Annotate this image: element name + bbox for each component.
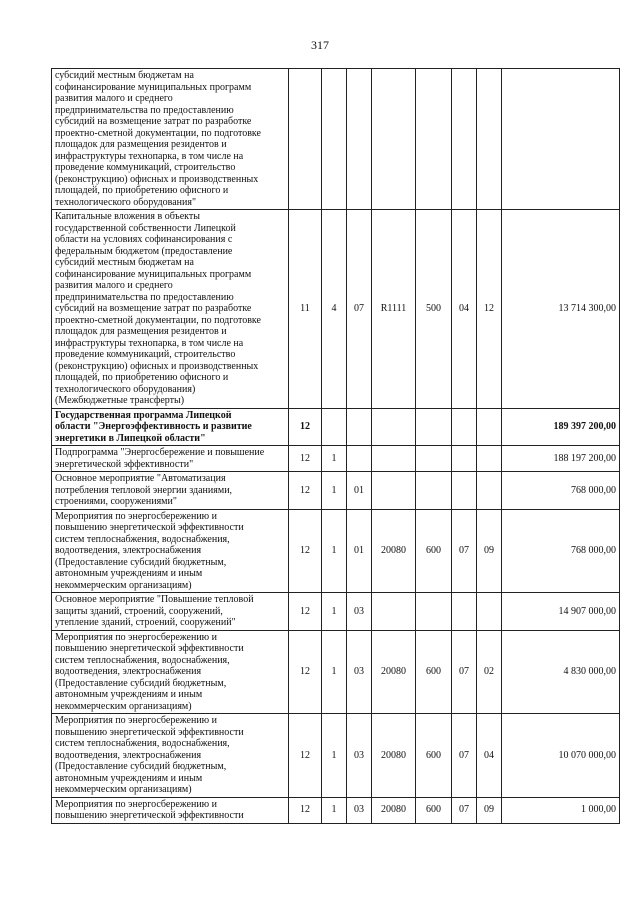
row-name-line: водоотведения, электроснабжения	[55, 749, 202, 761]
budget-table	[51, 68, 620, 824]
row-name	[52, 509, 289, 593]
table-row	[52, 408, 620, 446]
subprogram-code-cell: 4	[322, 210, 347, 409]
row-name-line: области на условиях софинансирования с	[55, 234, 233, 245]
expense-type-code-cell	[416, 446, 452, 472]
row-name-line: предпринимательства по предоставлению	[55, 291, 234, 303]
row-name-line: автономным учреждениям и иным	[55, 689, 203, 700]
gp-code-cell: 12	[289, 472, 322, 510]
gp-code-cell: 12	[289, 446, 322, 472]
row-name-line: утепление зданий, строений, сооружений"	[55, 617, 236, 628]
row-name-line: (Межбюджетные трансферты)	[55, 395, 185, 406]
amount-cell: 13 714 300,00	[502, 210, 620, 409]
row-name-line: области "Энергоэффективность и развитие	[55, 421, 252, 432]
subsection-code-cell	[477, 593, 502, 631]
amount-cell: 10 070 000,00	[502, 714, 620, 798]
section-code-cell: 07	[452, 630, 477, 714]
row-name-line: субсидий на возмещение затрат по разработке	[55, 303, 252, 314]
row-name-line: инфраструктуры технопарка, в том числе на	[55, 337, 244, 349]
direction-code-cell: 20080	[372, 630, 416, 714]
table-row	[52, 630, 620, 714]
event-code-cell: 01	[347, 472, 372, 510]
row-name-line: развития малого и среднего	[55, 280, 173, 291]
section-code-cell	[452, 69, 477, 210]
amount-cell	[502, 69, 620, 210]
row-name	[52, 593, 289, 631]
row-name-line: проектно-сметной документации, по подготовке	[55, 314, 261, 326]
section-code-cell	[452, 593, 477, 631]
table-row	[52, 446, 620, 472]
section-code-cell: 07	[452, 797, 477, 823]
subprogram-code-cell: 1	[322, 593, 347, 631]
expense-type-code-cell	[416, 472, 452, 510]
row-name-line: предпринимательства по предоставлению	[55, 104, 234, 116]
section-code-cell: 07	[452, 714, 477, 798]
subsection-code-cell: 09	[477, 797, 502, 823]
row-name-line: некоммерческим организациям)	[55, 700, 192, 712]
row-name	[52, 69, 289, 210]
event-code-cell: 03	[347, 714, 372, 798]
expense-type-code-cell: 600	[416, 714, 452, 798]
direction-code-cell: 20080	[372, 509, 416, 593]
row-name-line: проведение коммуникаций, строительство	[55, 349, 236, 360]
row-name-line: (Предоставление субсидий бюджетным,	[55, 556, 227, 568]
row-name	[52, 472, 289, 510]
expense-type-code-cell	[416, 69, 452, 210]
direction-code-cell	[372, 593, 416, 631]
subsection-code-cell: 04	[477, 714, 502, 798]
row-name	[52, 446, 289, 472]
subprogram-code-cell: 1	[322, 472, 347, 510]
row-name-line: потребления тепловой энергии зданиями,	[55, 484, 233, 496]
row-name-line: (Предоставление субсидий бюджетным,	[55, 677, 227, 689]
table-row	[52, 509, 620, 593]
table-row	[52, 69, 620, 210]
gp-code-cell: 12	[289, 714, 322, 798]
amount-cell: 188 197 200,00	[502, 446, 620, 472]
row-name-line: повышению энергетической эффективности	[55, 643, 244, 654]
event-code-cell	[347, 408, 372, 446]
expense-type-code-cell: 600	[416, 509, 452, 593]
subprogram-code-cell	[322, 69, 347, 210]
expense-type-code-cell: 500	[416, 210, 452, 409]
row-name-line: строениями, сооружениями"	[55, 496, 177, 507]
amount-cell: 14 907 000,00	[502, 593, 620, 631]
row-name	[52, 714, 289, 798]
amount-cell: 4 830 000,00	[502, 630, 620, 714]
event-code-cell: 07	[347, 210, 372, 409]
table-row	[52, 593, 620, 631]
row-name-line: Мероприятия по энергосбережению и	[55, 510, 217, 522]
row-name-line: государственной собственности Липецкой	[55, 222, 236, 234]
row-name	[52, 408, 289, 446]
amount-cell: 768 000,00	[502, 509, 620, 593]
direction-code-cell: R1111	[372, 210, 416, 409]
direction-code-cell	[372, 69, 416, 210]
row-name-line: повышению энергетической эффективности	[55, 522, 244, 533]
subprogram-code-cell	[322, 408, 347, 446]
row-name-line: автономным учреждениям и иным	[55, 772, 203, 784]
gp-code-cell: 12	[289, 509, 322, 593]
subprogram-code-cell: 1	[322, 797, 347, 823]
direction-code-cell: 20080	[372, 797, 416, 823]
subprogram-code-cell: 1	[322, 630, 347, 714]
gp-code-cell: 12	[289, 408, 322, 446]
event-code-cell: 03	[347, 797, 372, 823]
amount-cell: 1 000,00	[502, 797, 620, 823]
direction-code-cell	[372, 472, 416, 510]
row-name-line: автономным учреждениям и иным	[55, 568, 203, 579]
event-code-cell: 03	[347, 593, 372, 631]
row-name-line: систем теплоснабжения, водоснабжения,	[55, 654, 230, 666]
subprogram-code-cell: 1	[322, 446, 347, 472]
row-name-line: энергетики в Липецкой области"	[55, 432, 206, 444]
row-name-line: защиты зданий, строений, сооружений,	[55, 605, 223, 617]
subsection-code-cell	[477, 69, 502, 210]
row-name-line: Государственная программа Липецкой	[55, 409, 232, 421]
row-name	[52, 210, 289, 409]
row-name-line: федеральным бюджетом (предоставление	[55, 245, 233, 257]
row-name-line: субсидий местным бюджетам на	[55, 257, 194, 268]
row-name-line: Основное мероприятие "Повышение тепловой	[55, 594, 254, 605]
row-name-line: (реконструкцию) офисных и производственных	[55, 360, 259, 372]
expense-type-code-cell: 600	[416, 630, 452, 714]
row-name-line: Мероприятия по энергосбережению и	[55, 631, 217, 643]
row-name-line: софинансирование муниципальных программ	[55, 268, 252, 280]
expense-type-code-cell	[416, 408, 452, 446]
section-code-cell: 04	[452, 210, 477, 409]
row-name	[52, 797, 289, 823]
amount-cell: 189 397 200,00	[502, 408, 620, 446]
row-name-line: площадей, по приобретению офисного и	[55, 185, 229, 196]
event-code-cell: 01	[347, 509, 372, 593]
row-name-line: водоотведения, электроснабжения	[55, 545, 202, 556]
section-code-cell	[452, 446, 477, 472]
amount-cell: 768 000,00	[502, 472, 620, 510]
row-name-line: Основное мероприятие "Автоматизация	[55, 473, 226, 484]
row-name-line: технологического оборудования"	[55, 196, 197, 208]
row-name	[52, 630, 289, 714]
row-name-line: Подпрограмма "Энергосбережение и повышение	[55, 447, 265, 458]
expense-type-code-cell	[416, 593, 452, 631]
row-name-line: водоотведения, электроснабжения	[55, 666, 202, 677]
row-name-line: проектно-сметной документации, по подготовке	[55, 127, 261, 139]
gp-code-cell: 11	[289, 210, 322, 409]
row-name-line: некоммерческим организациям)	[55, 579, 192, 591]
table-row	[52, 472, 620, 510]
row-name-line: площадей, по приобретению офисного и	[55, 372, 229, 383]
subsection-code-cell	[477, 446, 502, 472]
row-name-line: энергетической эффективности"	[55, 458, 194, 470]
row-name-line: развития малого и среднего	[55, 93, 173, 104]
event-code-cell	[347, 446, 372, 472]
gp-code-cell	[289, 69, 322, 210]
row-name-line: (Предоставление субсидий бюджетным,	[55, 761, 227, 772]
subsection-code-cell	[477, 408, 502, 446]
table-row	[52, 210, 620, 409]
table-row	[52, 797, 620, 823]
table-body	[52, 69, 620, 824]
row-name-line: Мероприятия по энергосбережению и	[55, 715, 217, 726]
subsection-code-cell	[477, 472, 502, 510]
row-name-line: повышению энергетической эффективности	[55, 810, 244, 821]
row-name-line: проведение коммуникаций, строительство	[55, 162, 236, 173]
event-code-cell	[347, 69, 372, 210]
row-name-line: площадок для размещения резидентов и	[55, 139, 227, 150]
expense-type-code-cell: 600	[416, 797, 452, 823]
subprogram-code-cell: 1	[322, 714, 347, 798]
row-name-line: субсидий местным бюджетам на	[55, 70, 194, 81]
row-name-line: (реконструкцию) офисных и производственных	[55, 173, 259, 185]
direction-code-cell: 20080	[372, 714, 416, 798]
section-code-cell: 07	[452, 509, 477, 593]
direction-code-cell	[372, 408, 416, 446]
row-name-line: систем теплоснабжения, водоснабжения,	[55, 533, 230, 545]
row-name-line: софинансирование муниципальных программ	[55, 81, 252, 93]
direction-code-cell	[372, 446, 416, 472]
row-name-line: субсидий на возмещение затрат по разработке	[55, 116, 252, 127]
row-name-line: Мероприятия по энергосбережению и	[55, 798, 217, 810]
subprogram-code-cell: 1	[322, 509, 347, 593]
row-name-line: повышению энергетической эффективности	[55, 726, 244, 738]
gp-code-cell: 12	[289, 593, 322, 631]
section-code-cell	[452, 408, 477, 446]
subsection-code-cell: 02	[477, 630, 502, 714]
row-name-line: некоммерческим организациям)	[55, 784, 192, 795]
row-name-line: систем теплоснабжения, водоснабжения,	[55, 738, 230, 749]
section-code-cell	[452, 472, 477, 510]
row-name-line: технологического оборудования)	[55, 383, 196, 395]
subsection-code-cell: 09	[477, 509, 502, 593]
row-name-line: Капитальные вложения в объекты	[55, 211, 200, 222]
gp-code-cell: 12	[289, 797, 322, 823]
row-name-line: площадок для размещения резидентов и	[55, 326, 227, 337]
page-number: 317	[311, 38, 329, 52]
gp-code-cell: 12	[289, 630, 322, 714]
table-row	[52, 714, 620, 798]
subsection-code-cell: 12	[477, 210, 502, 409]
row-name-line: инфраструктуры технопарка, в том числе на	[55, 150, 244, 162]
event-code-cell: 03	[347, 630, 372, 714]
